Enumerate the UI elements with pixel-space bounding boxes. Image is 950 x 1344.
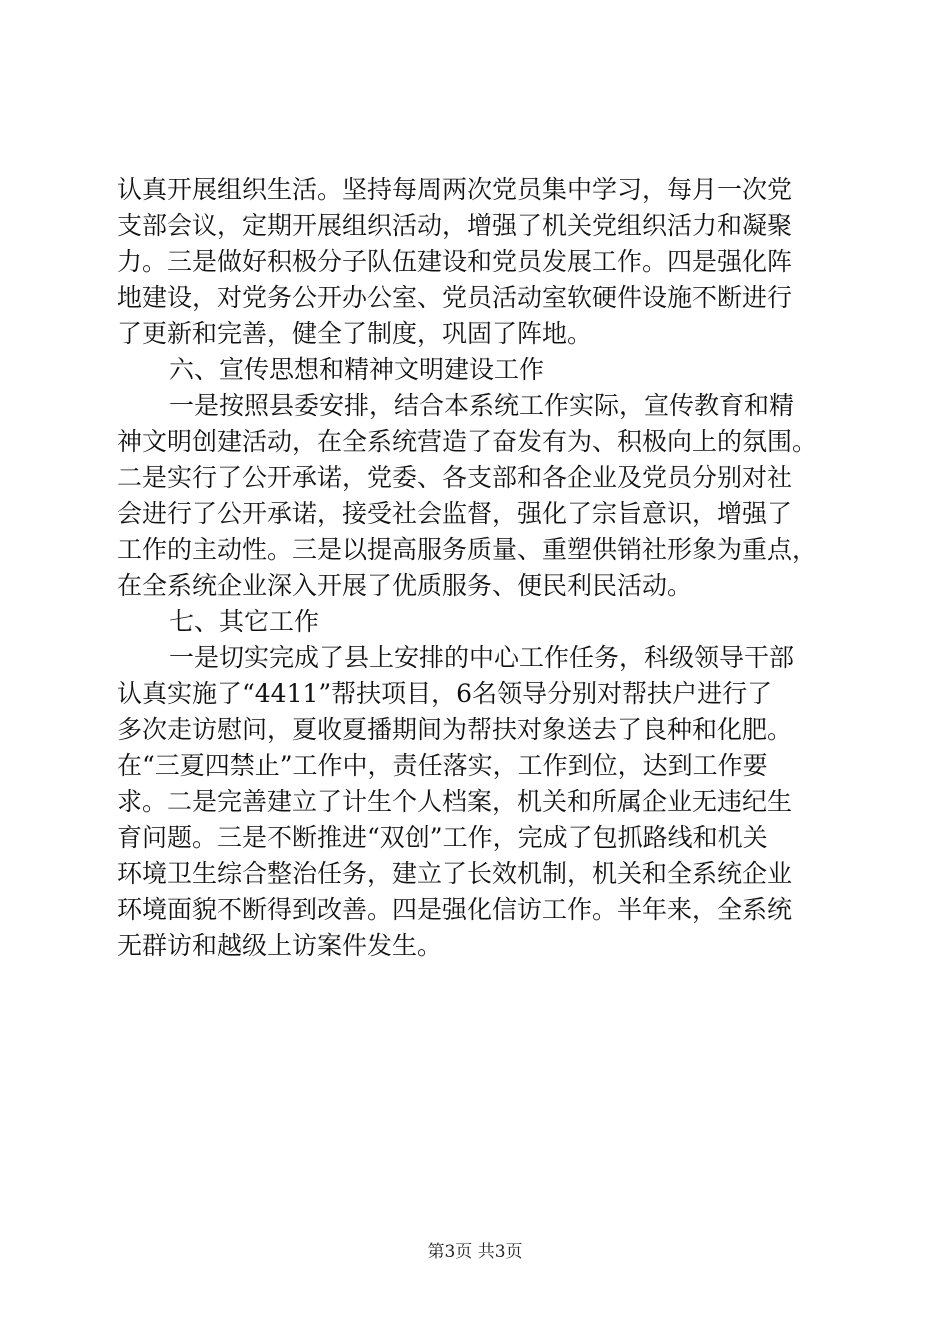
section-heading-7: 七、其它工作	[169, 607, 320, 636]
body-text-line: 认真实施了“4411”帮扶项目，6名领导分别对帮扶户进行了	[117, 679, 773, 708]
body-text-line: 求。二是完善建立了计生个人档案，机关和所属企业无违纪生	[117, 787, 793, 816]
body-text-line: 在“三夏四禁止”工作中，责任落实，工作到位，达到工作要	[117, 751, 768, 780]
body-text-line: 地建设，对党务公开办公室、党员活动室软硬件设施不断进行	[117, 283, 793, 312]
body-text-line: 多次走访慰问，夏收夏播期间为帮扶对象送去了良种和化肥。	[117, 715, 793, 744]
body-text-line: 了更新和完善，健全了制度，巩固了阵地。	[117, 319, 593, 348]
body-text-line: 神文明创建活动，在全系统营造了奋发有为、积极向上的氛围。	[117, 427, 818, 456]
section-heading-6: 六、宣传思想和精神文明建设工作	[169, 355, 545, 384]
body-text-line: 环境卫生综合整治任务，建立了长效机制，机关和全系统企业	[117, 859, 793, 888]
document-body	[117, 172, 833, 964]
body-text-line: 一是切实完成了县上安排的中心工作任务，科级领导干部	[169, 643, 795, 672]
body-text-line: 力。三是做好积极分子队伍建设和党员发展工作。四是强化阵	[117, 247, 793, 276]
body-text-line: 育问题。三是不断推进“双创”工作，完成了包抓路线和机关	[117, 823, 768, 852]
body-text-line: 工作的主动性。三是以提高服务质量、重塑供销社形象为重点，	[117, 535, 818, 564]
body-text-line: 二是实行了公开承诺，党委、各支部和各企业及党员分别对社	[117, 463, 793, 492]
body-text-line: 一是按照县委安排，结合本系统工作实际，宣传教育和精	[169, 391, 795, 420]
body-text-line: 认真开展组织生活。坚持每周两次党员集中学习，每月一次党	[117, 175, 793, 204]
page-number-label: 第3页 共3页	[427, 1242, 523, 1262]
body-text-line: 会进行了公开承诺，接受社会监督，强化了宗旨意识，增强了	[117, 499, 793, 528]
body-text-line: 在全系统企业深入开展了优质服务、便民利民活动。	[117, 571, 693, 600]
body-text-line: 无群访和越级上访案件发生。	[117, 931, 443, 960]
body-text-line: 支部会议，定期开展组织活动，增强了机关党组织活力和凝聚	[117, 211, 793, 240]
body-text-line: 环境面貌不断得到改善。四是强化信访工作。半年来，全系统	[117, 895, 793, 924]
page-footer	[0, 1240, 950, 1264]
